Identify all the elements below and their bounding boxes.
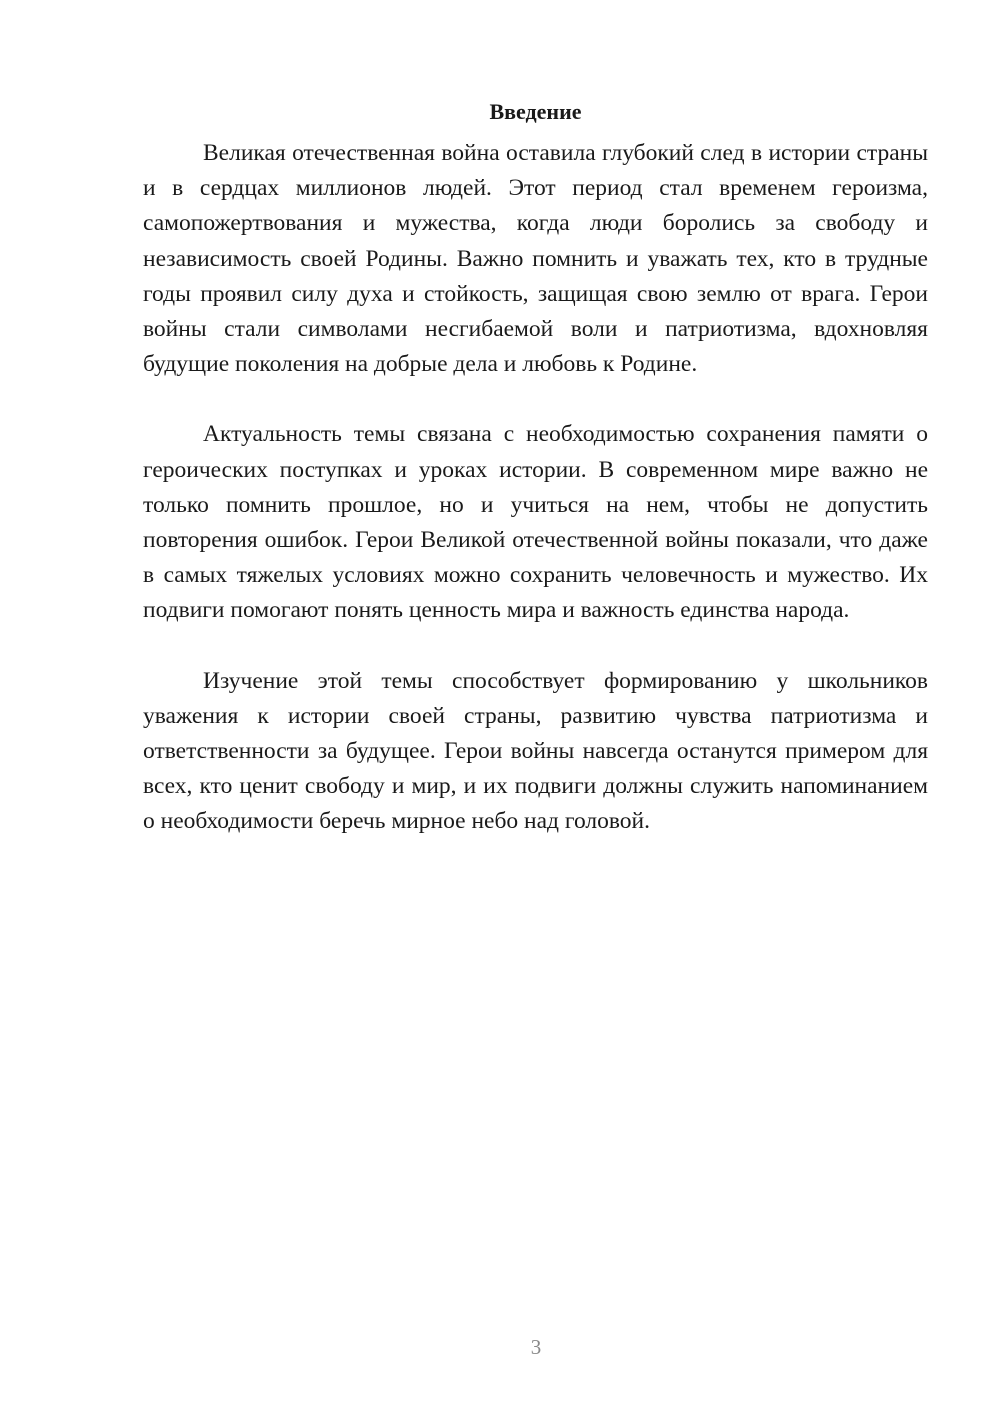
page-content [143,98,928,875]
section-heading: Введение [489,99,582,124]
page-number: 3 [530,1335,542,1359]
paragraph-study: Изучение этой темы способствует формированию у школьников уважения к истории своей страны, развитию чувства патриотизма и ответственности за будущее. Герои войны навсегда останутся примером для всех, кто ценит свободу и мир, и их подвиги должны служить напоминанием о необходимости беречь мирное небо над головой. [143,667,928,835]
paragraph-intro: Великая отечественная война оставила глубокий след в истории страны и в сердцах миллионов людей. Этот период стал временем героизма, самопожертвования и мужества, когда люди боролись за свободу и независимость своей Родины. Важно помнить и уважать тех, кто в трудные годы проявил силу духа и стойкость, защищая свою землю от врага. Герои войны стали символами несгибаемой воли и патриотизма, вдохновляя будущие поколения на добрые дела и любовь к Родине. [143,140,928,378]
paragraph-relevance: Актуальность темы связана с необходимостью сохранения памяти о героических поступках и уроках истории. В современном мире важно не только помнить прошлое, но и учиться на нем, чтобы не допустить повторения ошибок. Герои Великой отечественной войны показали, что даже в самых тяжелых условиях можно сохранить человечность и мужество. Их подвиги помогают понять ценность мира и важность единства народа. [143,421,928,624]
